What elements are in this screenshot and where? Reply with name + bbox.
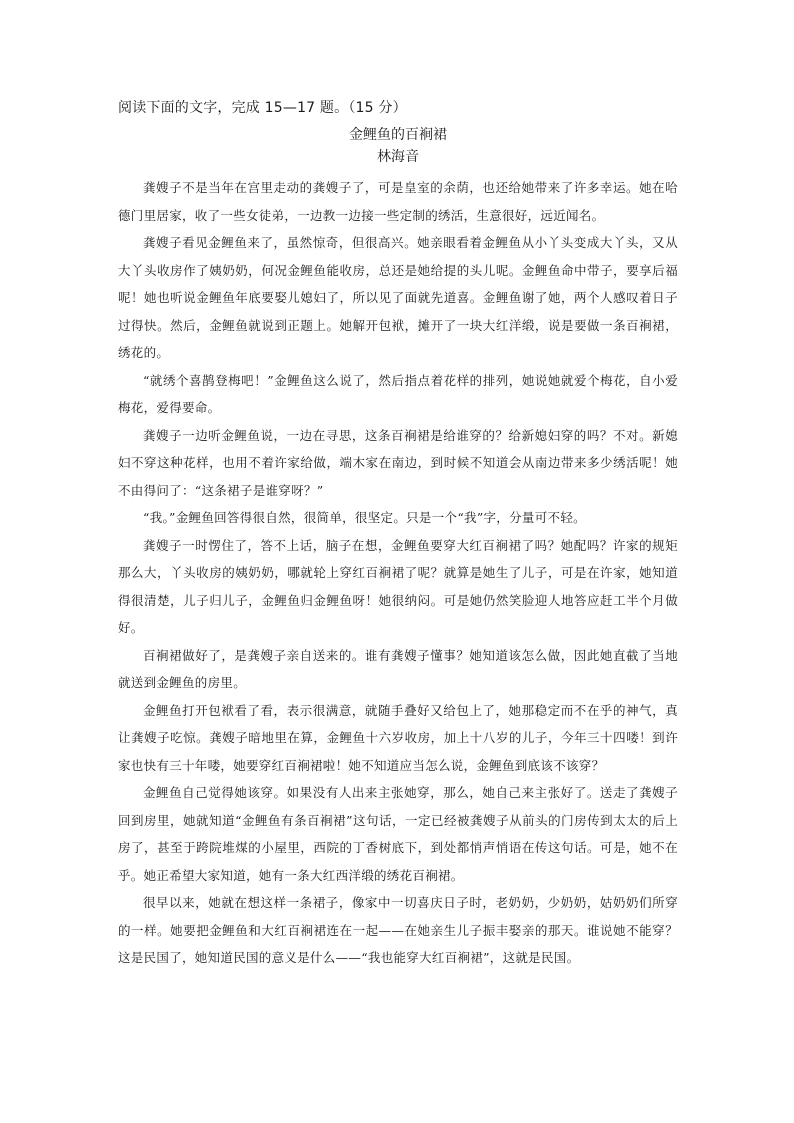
paragraph: 金鲤鱼自己觉得她该穿。如果没有人出来主张她穿，那么，她自己来主张好了。送走了龚嫂子回到房里，她就知道“金鲤鱼有条百裥裙”这句话，一定已经被龚嫂子从前头的门房传到太太的后上房了，甚至于跨院堆煤的小屋里，西院的丁香树底下，到处都悄声悄语在传这句话。可是，她不在乎。她正希望大家知道，她有一条大红西洋缎的绣花百裥裙。 bbox=[118, 785, 678, 883]
paragraph: 龚嫂子一边听金鲤鱼说，一边在寻思，这条百裥裙是给谁穿的？给新媳妇穿的吗？不对。新媳妇不穿这种花样，也用不着许家给做，端木家在南边，到时候不知道会从南边带来多少绣活呢！她不由得问了：“这条裙子是谁穿呀？” bbox=[118, 427, 678, 498]
paragraph: 龚嫂子看见金鲤鱼来了，虽然惊奇，但很高兴。她亲眼看着金鲤鱼从小丫头变成大丫头，又从大丫头收房作了姨奶奶，何况金鲤鱼能收房，总还是她给提的头儿呢。金鲤鱼命中带子，要享后福呢！她也听说金鲤鱼年底要娶儿媳妇了，所以见了面就先道喜。金鲤鱼谢了她，两个人感叹着日子过得快。然后，金鲤鱼就说到正题上。她解开包袱，摊开了一块大红洋缎，说是要做一条百裥裙，绣花的。 bbox=[118, 235, 678, 360]
paragraph: 龚嫂子一时愣住了，答不上话，脑子在想，金鲤鱼要穿大红百裥裙了吗？她配吗？许家的规矩那么大，丫头收房的姨奶奶，哪就轮上穿红百裥裙了呢？就算是她生了儿子，可是在许家，她知道得很清楚，儿子归儿子，金鲤鱼归金鲤鱼呀！她很纳闷。可是她仍然笑脸迎人地答应赶工半个月做好。 bbox=[118, 537, 678, 635]
article-author: 林海音 bbox=[377, 149, 419, 165]
paragraph: 龚嫂子不是当年在宫里走动的龚嫂子了，可是皇室的余荫，也还给她带来了许多幸运。她在哈德门里居家，收了一些女徒弟，一边教一边接一些定制的绣活，生意很好，远近闻名。 bbox=[118, 180, 678, 223]
paragraph: 很早以来，她就在想这样一条裙子，像家中一切喜庆日子时，老奶奶，少奶奶，姑奶奶们所穿的一样。她要把金鲤鱼和大红百裥裙连在一起——在她亲生儿子振丰娶亲的那天。谁说她不能穿？这是民国了，她知道民国的意义是什么——“我也能穿大红百裥裙”，这就是民国。 bbox=[118, 895, 678, 965]
paragraph: 金鲤鱼打开包袱看了看，表示很满意，就随手叠好又给包上了，她那稳定而不在乎的神气，真让龚嫂子吃惊。龚嫂子暗地里在算，金鲤鱼十六岁收房，加上十八岁的儿子，今年三十四喽！到许家也快有三十年喽，她要穿红百裥裙啦！她不知道应当怎么说，金鲤鱼到底该不该穿？ bbox=[118, 702, 678, 773]
article-body bbox=[118, 174, 678, 972]
page-content bbox=[118, 98, 678, 972]
paragraph: “我。”金鲤鱼回答得很自然，很简单，很坚定。只是一个“我”字，分量可不轻。 bbox=[143, 510, 586, 525]
article-title: 金鲤鱼的百裥裙 bbox=[349, 127, 447, 143]
question-instruction: 阅读下面的文字，完成 15—17 题。（15 分） bbox=[118, 100, 407, 116]
paragraph: “就绣个喜鹊登梅吧！”金鲤鱼这么说了，然后指点着花样的排列，她说她就爱个梅花，自小爱梅花，爱得要命。 bbox=[118, 372, 678, 415]
paragraph: 百裥裙做好了，是龚嫂子亲自送来的。谁有龚嫂子懂事？她知道该怎么做，因此她直截了当地就送到金鲤鱼的房里。 bbox=[118, 647, 678, 690]
